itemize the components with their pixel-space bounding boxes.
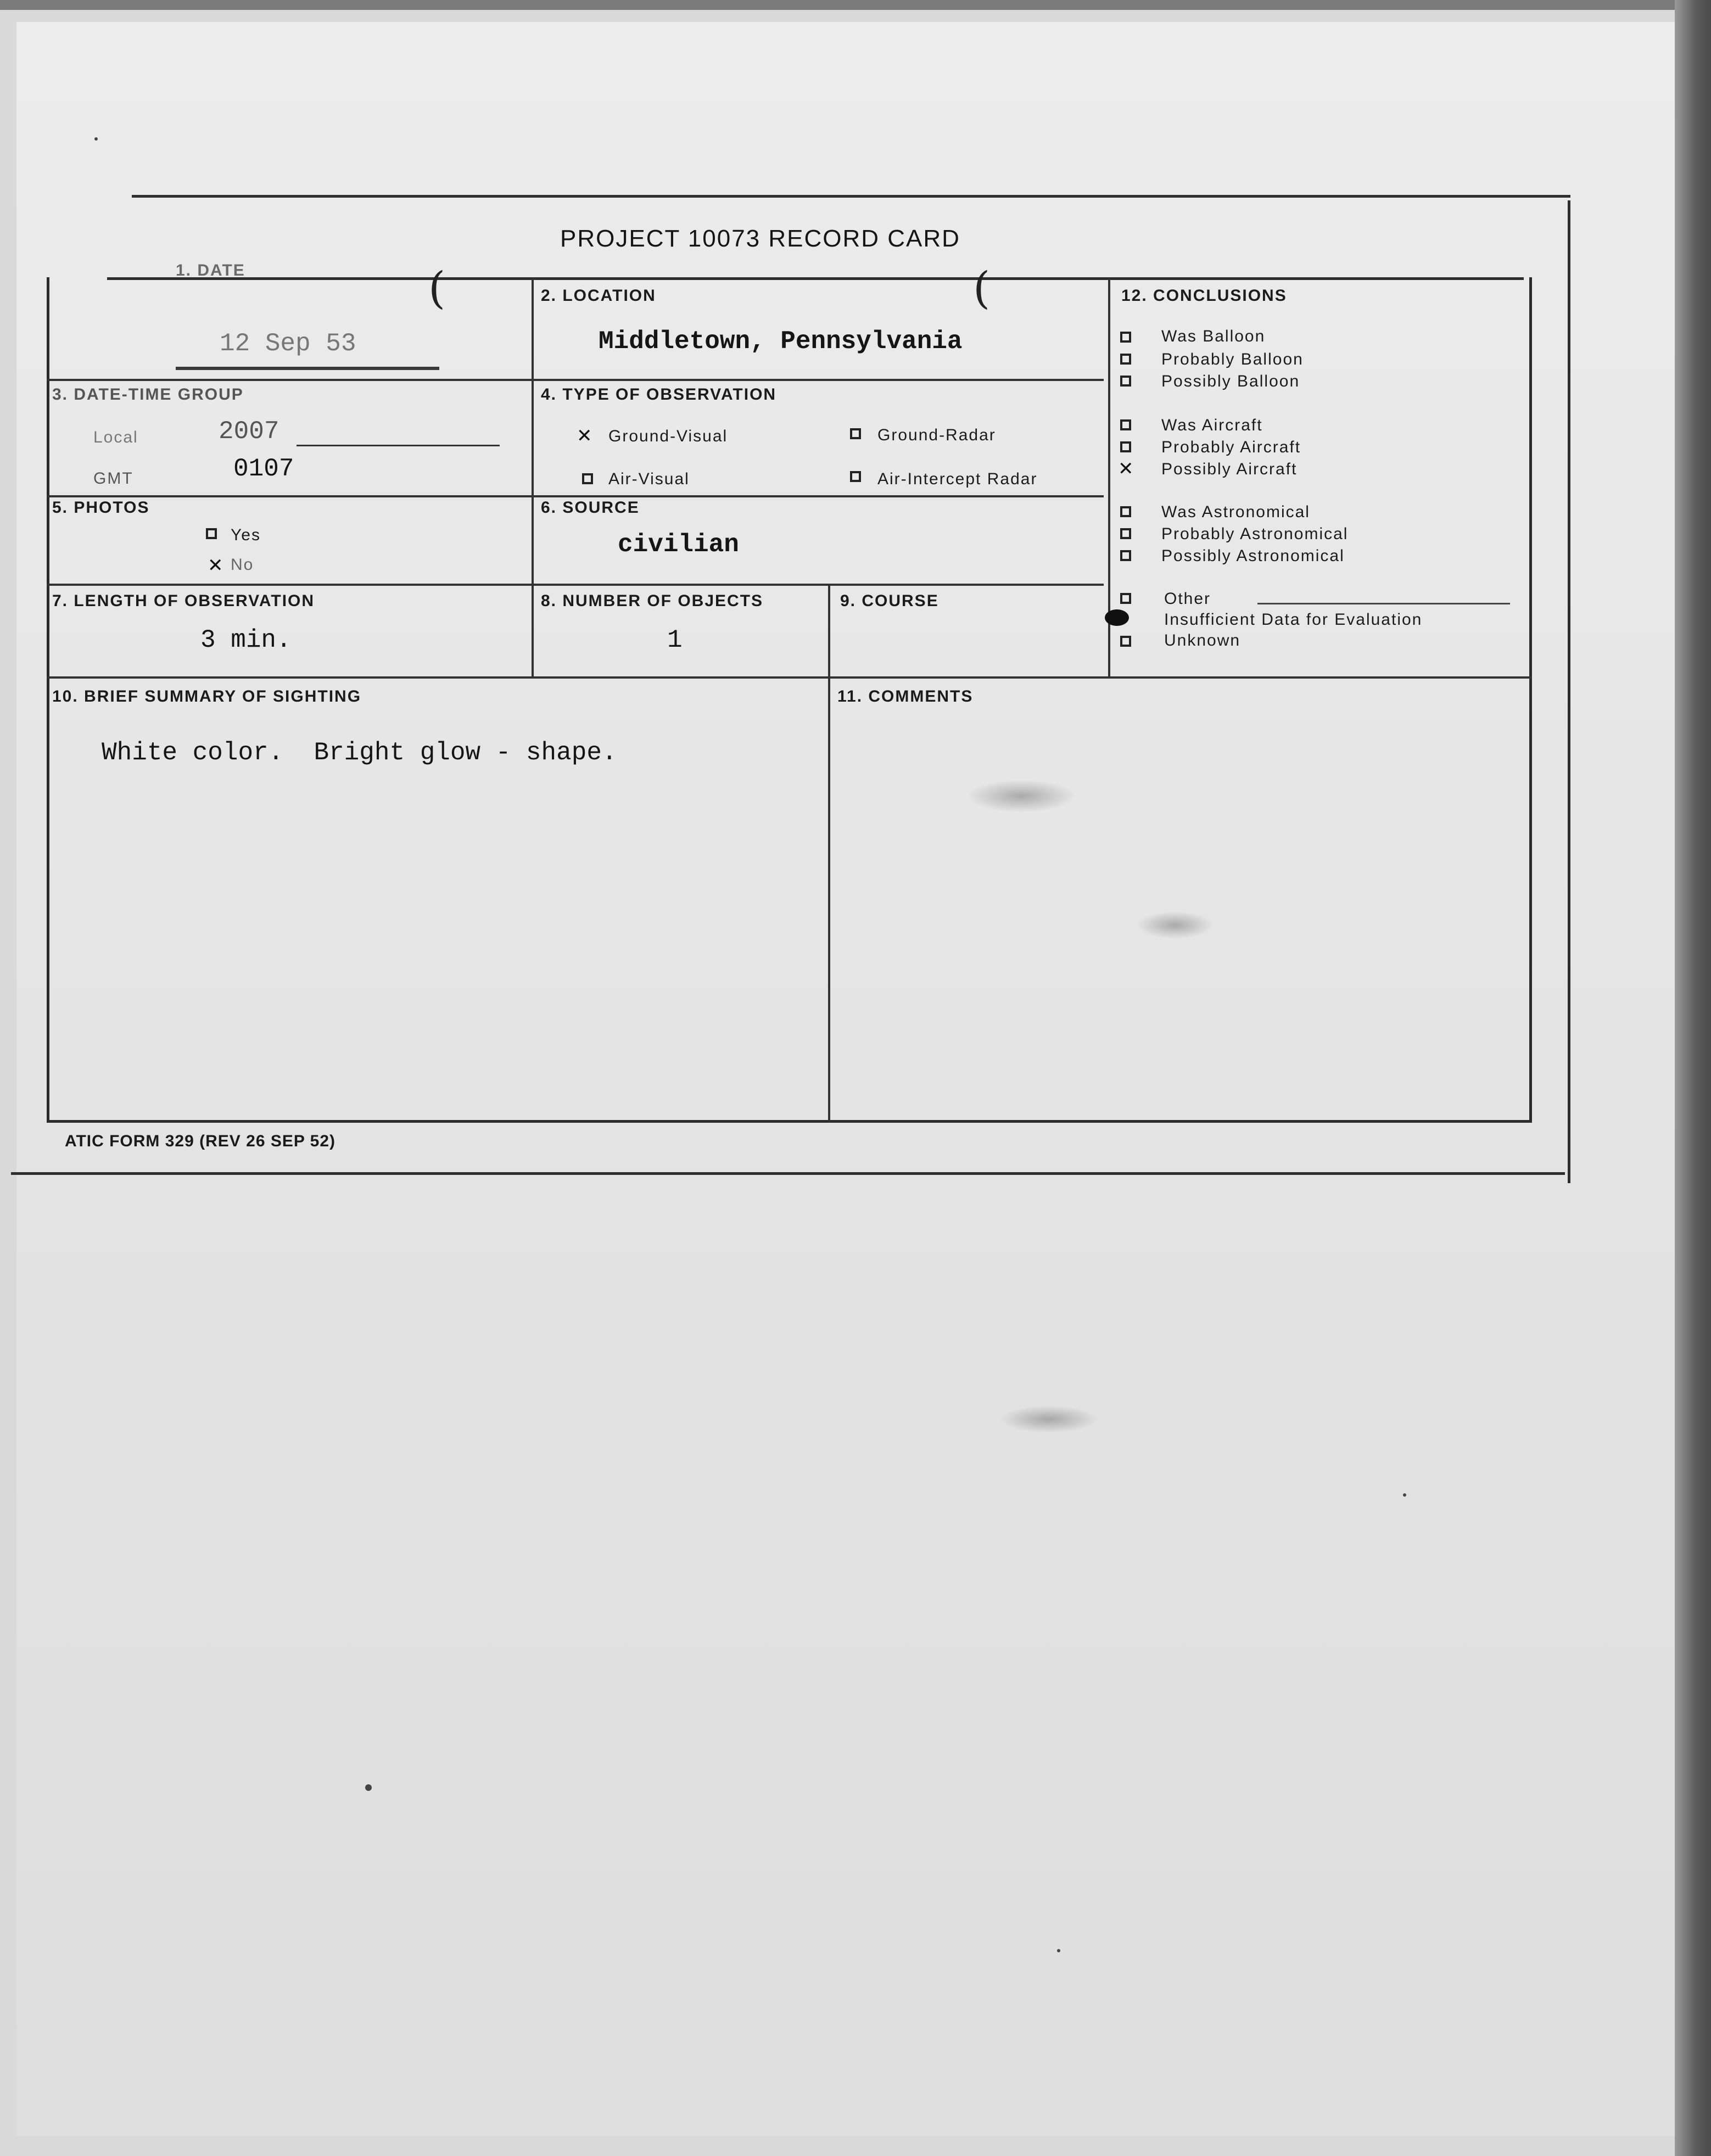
gmt-label: GMT — [93, 469, 133, 488]
comments-label: 11. COMMENTS — [837, 687, 974, 705]
length-of-observation-value: 3 min. — [200, 626, 292, 654]
photos-label: 5. PHOTOS — [52, 499, 150, 517]
probably-astronomical-label: Probably Astronomical — [1161, 525, 1349, 543]
date-underline — [176, 367, 439, 370]
scan-speck — [365, 1784, 372, 1791]
probably-balloon-label: Probably Balloon — [1161, 350, 1304, 368]
number-of-objects-label: 8. NUMBER OF OBJECTS — [541, 592, 764, 610]
binder-mark-right: ( — [973, 262, 991, 313]
probably-aircraft-label: Probably Aircraft — [1161, 438, 1301, 456]
row-divider-3 — [47, 584, 1104, 586]
photos-no-checkbox[interactable]: ✕ — [208, 555, 223, 576]
number-of-objects-value: 1 — [667, 626, 683, 654]
unknown-checkbox[interactable] — [1120, 636, 1131, 647]
location-value: Middletown, Pennsylvania — [599, 327, 963, 356]
location-label: 2. LOCATION — [541, 287, 656, 305]
scan-speck — [1057, 1949, 1060, 1952]
card-title: PROJECT 10073 RECORD CARD — [560, 225, 960, 252]
photos-yes-label: Yes — [231, 526, 261, 544]
type-of-observation-label: 4. TYPE OF OBSERVATION — [541, 385, 777, 404]
date-time-group-label: 3. DATE-TIME GROUP — [52, 385, 244, 404]
date-value: 12 Sep 53 — [220, 329, 356, 358]
possibly-balloon-checkbox[interactable] — [1120, 376, 1131, 387]
was-aircraft-checkbox[interactable] — [1120, 419, 1131, 430]
gmt-value: 0107 — [233, 455, 294, 483]
was-astronomical-label: Was Astronomical — [1161, 503, 1310, 521]
unknown-label: Unknown — [1164, 631, 1241, 649]
card-right-border — [1568, 200, 1570, 1183]
gmt-underline — [297, 445, 500, 446]
possibly-aircraft-label: Possibly Aircraft — [1161, 460, 1298, 478]
binder-mark-left: ( — [428, 262, 446, 313]
other-label: Other — [1164, 590, 1211, 608]
photos-yes-checkbox[interactable] — [206, 528, 217, 539]
other-checkbox[interactable] — [1120, 593, 1131, 604]
ground-visual-label: Ground-Visual — [608, 427, 728, 445]
col-divider-left — [532, 279, 534, 676]
insufficient-data-checkbox[interactable] — [1105, 609, 1129, 626]
col-divider-middle — [828, 584, 830, 1123]
scan-speck — [94, 137, 98, 141]
ground-radar-label: Ground-Radar — [877, 426, 996, 444]
card-field-row-top — [107, 277, 1524, 280]
was-balloon-checkbox[interactable] — [1120, 332, 1131, 343]
other-fill-line — [1257, 603, 1510, 604]
local-time-value: 2007 — [219, 417, 279, 446]
date-label: 1. DATE — [176, 261, 245, 279]
air-visual-checkbox[interactable] — [582, 473, 593, 484]
was-astronomical-checkbox[interactable] — [1120, 506, 1131, 517]
brief-summary-value: White color. Bright glow - shape. — [102, 738, 617, 767]
possibly-astronomical-label: Possibly Astronomical — [1161, 547, 1345, 565]
was-aircraft-label: Was Aircraft — [1161, 416, 1263, 434]
scan-top-edge — [0, 0, 1711, 10]
brief-summary-label: 10. BRIEF SUMMARY OF SIGHTING — [52, 687, 362, 705]
photos-no-label: No — [231, 556, 254, 574]
was-balloon-label: Was Balloon — [1161, 327, 1266, 345]
scan-right-edge — [1675, 0, 1711, 2156]
ground-radar-checkbox[interactable] — [850, 428, 861, 439]
possibly-balloon-label: Possibly Balloon — [1161, 372, 1300, 390]
possibly-astronomical-checkbox[interactable] — [1120, 550, 1131, 561]
card-bottom-shadow-line — [11, 1172, 1565, 1175]
scan-speck — [1403, 1493, 1406, 1497]
source-label: 6. SOURCE — [541, 499, 640, 517]
course-label: 9. COURSE — [840, 592, 939, 610]
length-of-observation-label: 7. LENGTH OF OBSERVATION — [52, 592, 315, 610]
probably-balloon-checkbox[interactable] — [1120, 354, 1131, 365]
conclusions-label: 12. CONCLUSIONS — [1121, 287, 1287, 305]
row-divider-2 — [47, 495, 1104, 497]
row-divider-1 — [47, 379, 1104, 381]
probably-astronomical-checkbox[interactable] — [1120, 528, 1131, 539]
insufficient-data-label: Insufficient Data for Evaluation — [1164, 611, 1423, 629]
card-top-border — [132, 195, 1570, 198]
air-intercept-radar-label: Air-Intercept Radar — [877, 470, 1038, 488]
ground-visual-checkbox[interactable]: ✕ — [577, 425, 592, 447]
bleed-through-mark — [999, 1405, 1098, 1433]
possibly-aircraft-checkbox[interactable]: ✕ — [1118, 458, 1134, 480]
row-divider-4 — [47, 676, 1532, 679]
local-time-label: Local — [93, 428, 138, 446]
air-visual-label: Air-Visual — [608, 470, 690, 488]
form-identifier: ATIC FORM 329 (REV 26 SEP 52) — [65, 1132, 336, 1150]
source-value: civilian — [618, 530, 739, 559]
probably-aircraft-checkbox[interactable] — [1120, 441, 1131, 452]
air-intercept-radar-checkbox[interactable] — [850, 471, 861, 482]
